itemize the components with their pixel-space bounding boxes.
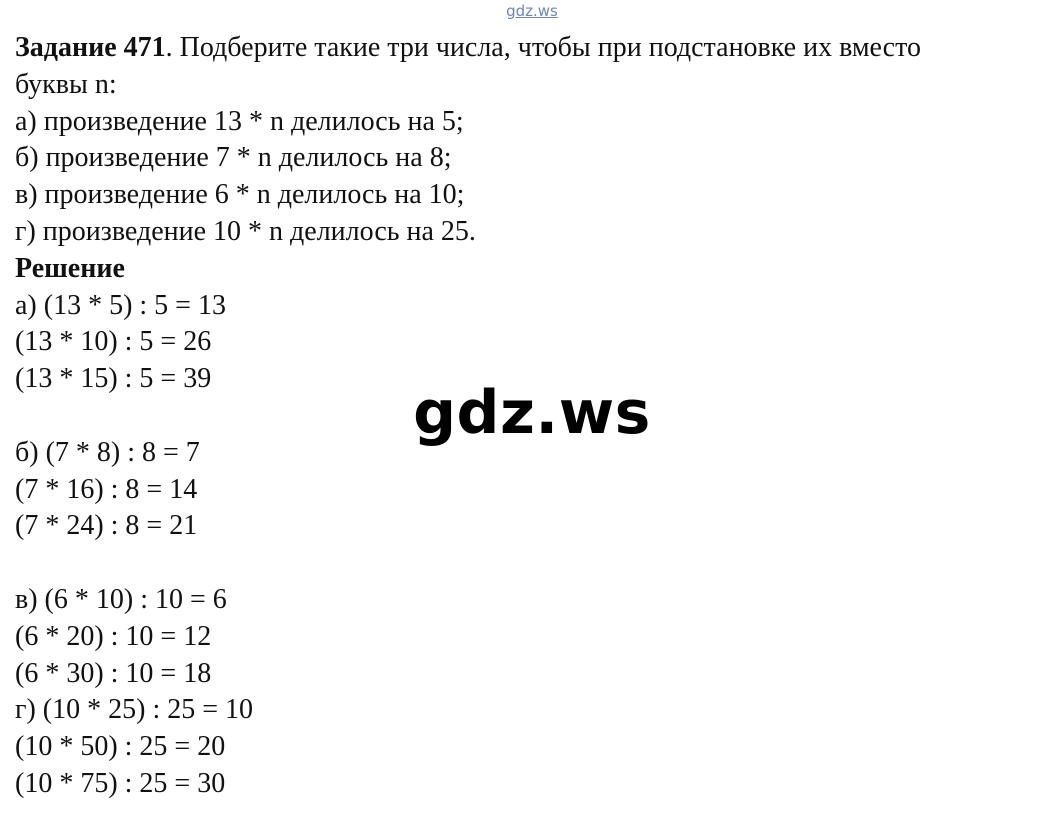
solution-line: (10 * 75) : 25 = 30 [15, 767, 226, 799]
task-item-b: б) произведение 7 * n делилось на 8; [15, 142, 452, 174]
solution-line: (6 * 30) : 10 = 18 [15, 657, 212, 689]
task-item-v: в) произведение 6 * n делилось на 10; [15, 179, 465, 211]
solution-line: в) (6 * 10) : 10 = 6 [15, 583, 227, 615]
solution-heading: Решение [15, 252, 125, 284]
task-prompt: . Подберите такие три числа, чтобы при подстановке их вместо [165, 32, 921, 63]
task-number-label: Задание 471 [15, 32, 166, 63]
task-statement-line-1 [15, 30, 1060, 67]
solution-line: а) (13 * 5) : 5 = 13 [15, 289, 226, 321]
solution-line: б) (7 * 8) : 8 = 7 [15, 436, 200, 468]
task-item-g: г) произведение 10 * n делилось на 25. [15, 215, 476, 247]
task-item-a: а) произведение 13 * n делилось на 5; [15, 105, 464, 137]
solution-line: (10 * 50) : 25 = 20 [15, 731, 226, 763]
top-watermark-link[interactable]: gdz.ws [506, 2, 558, 20]
task-statement-line-2: буквы n: [15, 68, 117, 100]
solution-line: (7 * 16) : 8 = 14 [15, 473, 198, 505]
solution-line: (13 * 10) : 5 = 26 [15, 326, 212, 358]
spacer [15, 545, 1060, 582]
solution-line: г) (10 * 25) : 25 = 10 [15, 694, 254, 726]
solution-line: (7 * 24) : 8 = 21 [15, 510, 198, 542]
center-watermark: gdz.ws [413, 378, 651, 448]
solution-line: (6 * 20) : 10 = 12 [15, 620, 212, 652]
solution-line: (13 * 15) : 5 = 39 [15, 363, 212, 395]
